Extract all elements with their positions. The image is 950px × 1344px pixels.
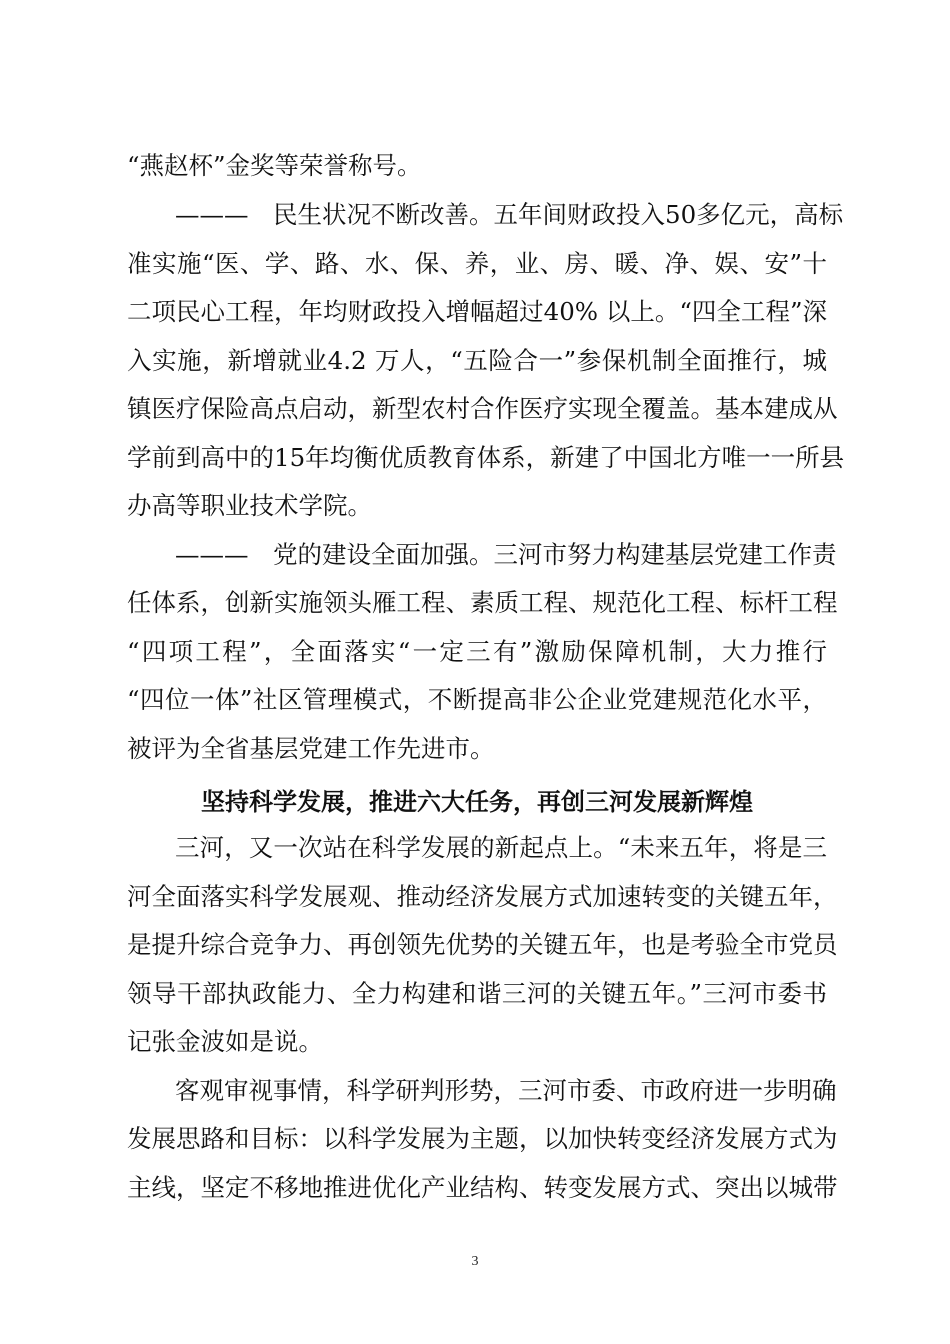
paragraph-line: 是提升综合竞争力、再创领先优势的关键五年，也是考验全市党员 [127, 930, 838, 959]
paragraph-line: 客观审视事情，科学研判形势，三河市委、市政府进一步明确 [175, 1076, 837, 1105]
paragraph-line: ——— 党的建设全面加强。三河市努力构建基层党建工作责 [175, 540, 837, 569]
paragraph-line: 准实施“医、学、路、水、保、养，业、房、暖、净、娱、安”十 [127, 249, 827, 278]
paragraph-line: 办高等职业技术学院。 [127, 491, 372, 520]
paragraph-line: 被评为全省基层党建工作先进市。 [127, 734, 495, 763]
paragraph-line: 发展思路和目标：以科学发展为主题，以加快转变经济发展方式为 [127, 1124, 838, 1153]
page-number: 3 [471, 1254, 479, 1269]
paragraph-line: 记张金波如是说。 [127, 1027, 323, 1056]
paragraph-line: 二项民心工程，年均财政投入增幅超过40% 以上。“四全工程”深 [127, 297, 827, 326]
paragraph-line: “四项工程”，全面落实“一定三有”激励保障机制，大力推行 [127, 637, 827, 666]
paragraph-line: 任体系，创新实施领头雁工程、素质工程、规范化工程、标杆工程 [127, 588, 838, 617]
paragraph-line: 领导干部执政能力、全力构建和谐三河的关键五年。”三河市委书 [127, 979, 827, 1008]
paragraph-line: 入实施，新增就业4.2 万人，“五险合一”参保机制全面推行，城 [127, 346, 827, 375]
paragraph-line: 学前到高中的15年均衡优质教育体系，新建了中国北方唯一一所县 [127, 443, 845, 472]
paragraph-line: 镇医疗保险高点启动，新型农村合作医疗实现全覆盖。基本建成从 [127, 394, 838, 423]
paragraph-line: 河全面落实科学发展观、推动经济发展方式加速转变的关键五年， [127, 882, 838, 911]
paragraph-line: “四位一体”社区管理模式，不断提高非公企业党建规范化水平， [127, 685, 827, 714]
section-heading: 坚持科学发展，推进六大任务，再创三河发展新辉煌 [201, 788, 753, 816]
paragraph-line: ——— 民生状况不断改善。五年间财政投入50多亿元，高标 [175, 200, 844, 229]
paragraph-line: “燕赵杯”金奖等荣誉称号。 [127, 151, 422, 180]
paragraph-line: 三河，又一次站在科学发展的新起点上。“未来五年，将是三 [175, 833, 827, 862]
paragraph-line: 主线，坚定不移地推进优化产业结构、转变发展方式、突出以城带 [127, 1173, 838, 1202]
